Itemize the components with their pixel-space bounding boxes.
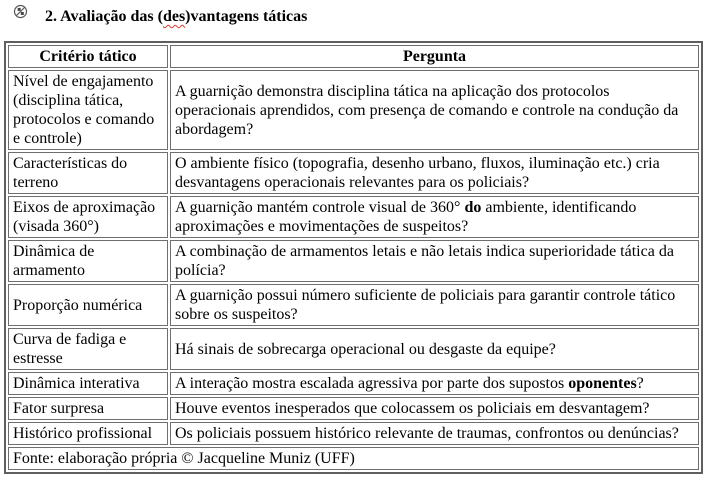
page-title xyxy=(45,7,708,27)
question-text: ambiente, identificando aproximações e movimentações de suspeitos? xyxy=(175,199,637,235)
annotation-marker-icon xyxy=(13,4,28,19)
question-cell xyxy=(170,196,699,238)
question-text: ? xyxy=(636,375,644,392)
question-text: A combinação de armamentos letais e não letais indica superioridade tática da polícia? xyxy=(175,243,674,279)
question-cell xyxy=(170,152,699,194)
table-row xyxy=(8,284,699,326)
table-row xyxy=(8,70,699,150)
criterion-cell: Proporção numérica xyxy=(8,284,168,326)
question-cell xyxy=(170,422,699,445)
question-text: O ambiente físico (topografia, desenho urbano, fluxos, iluminação etc.) cria desvantagens operacionais relevantes para os policiais? xyxy=(175,155,660,191)
question-cell xyxy=(170,397,699,420)
criterion-cell: Fator surpresa xyxy=(8,397,168,420)
document-header xyxy=(0,0,708,41)
question-bold-text: do xyxy=(464,199,482,216)
question-cell xyxy=(170,328,699,370)
table-row xyxy=(8,422,699,445)
question-text: A guarnição demonstra disciplina tática na aplicação dos protocolos operacionais aprendidos, com presença de comando e controle na condução da abordagem? xyxy=(175,82,679,138)
question-text: Há sinais de sobrecarga operacional ou desgaste da equipe? xyxy=(175,340,556,358)
table-row xyxy=(8,372,699,395)
question-cell xyxy=(170,372,699,395)
criterion-cell: Histórico profissional xyxy=(8,422,168,445)
table-row xyxy=(8,196,699,238)
question-bold-text: oponentes xyxy=(568,375,637,392)
table-row xyxy=(8,240,699,282)
page-title-spellcheck-word: des xyxy=(162,8,186,25)
page-title-prefix: 2. Avaliação das ( xyxy=(45,8,163,25)
question-cell xyxy=(170,70,699,150)
question-cell xyxy=(170,284,699,326)
question-text: A guarnição possui número suficiente de policiais para garantir controle tático sobre os suspeitos? xyxy=(175,287,676,323)
criterion-cell: Características do terreno xyxy=(8,152,168,194)
criterion-cell: Dinâmica interativa xyxy=(8,372,168,395)
question-cell xyxy=(170,240,699,282)
page-title-suffix: )vantagens táticas xyxy=(185,8,308,25)
criterion-cell: Dinâmica de armamento xyxy=(8,240,168,282)
table-row xyxy=(8,397,699,420)
question-text: Os policiais possuem histórico relevante de traumas, confrontos ou denúncias? xyxy=(175,425,679,442)
criterion-cell: Curva de fadiga e estresse xyxy=(8,328,168,370)
tactical-criteria-table xyxy=(4,41,703,474)
question-text: Houve eventos inesperados que colocassem os policiais em desvantagem? xyxy=(175,400,650,417)
source-note: Fonte: elaboração própria © Jacqueline Muniz (UFF) xyxy=(8,447,699,470)
criterion-cell: Eixos de aproximação (visada 360°) xyxy=(8,196,168,238)
column-header-pergunta: Pergunta xyxy=(170,45,699,68)
question-text: A interação mostra escalada agressiva por parte dos supostos xyxy=(175,375,569,392)
table-row xyxy=(8,328,699,370)
table-header-row xyxy=(8,45,699,68)
column-header-criterio: Critério tático xyxy=(8,45,168,68)
question-text: A guarnição mantém controle visual de 360° xyxy=(175,199,465,216)
criterion-cell: Nível de engajamento (disciplina tática, protocolos e comando e controle) xyxy=(8,70,168,150)
table-source-row xyxy=(8,447,699,470)
table-row xyxy=(8,152,699,194)
